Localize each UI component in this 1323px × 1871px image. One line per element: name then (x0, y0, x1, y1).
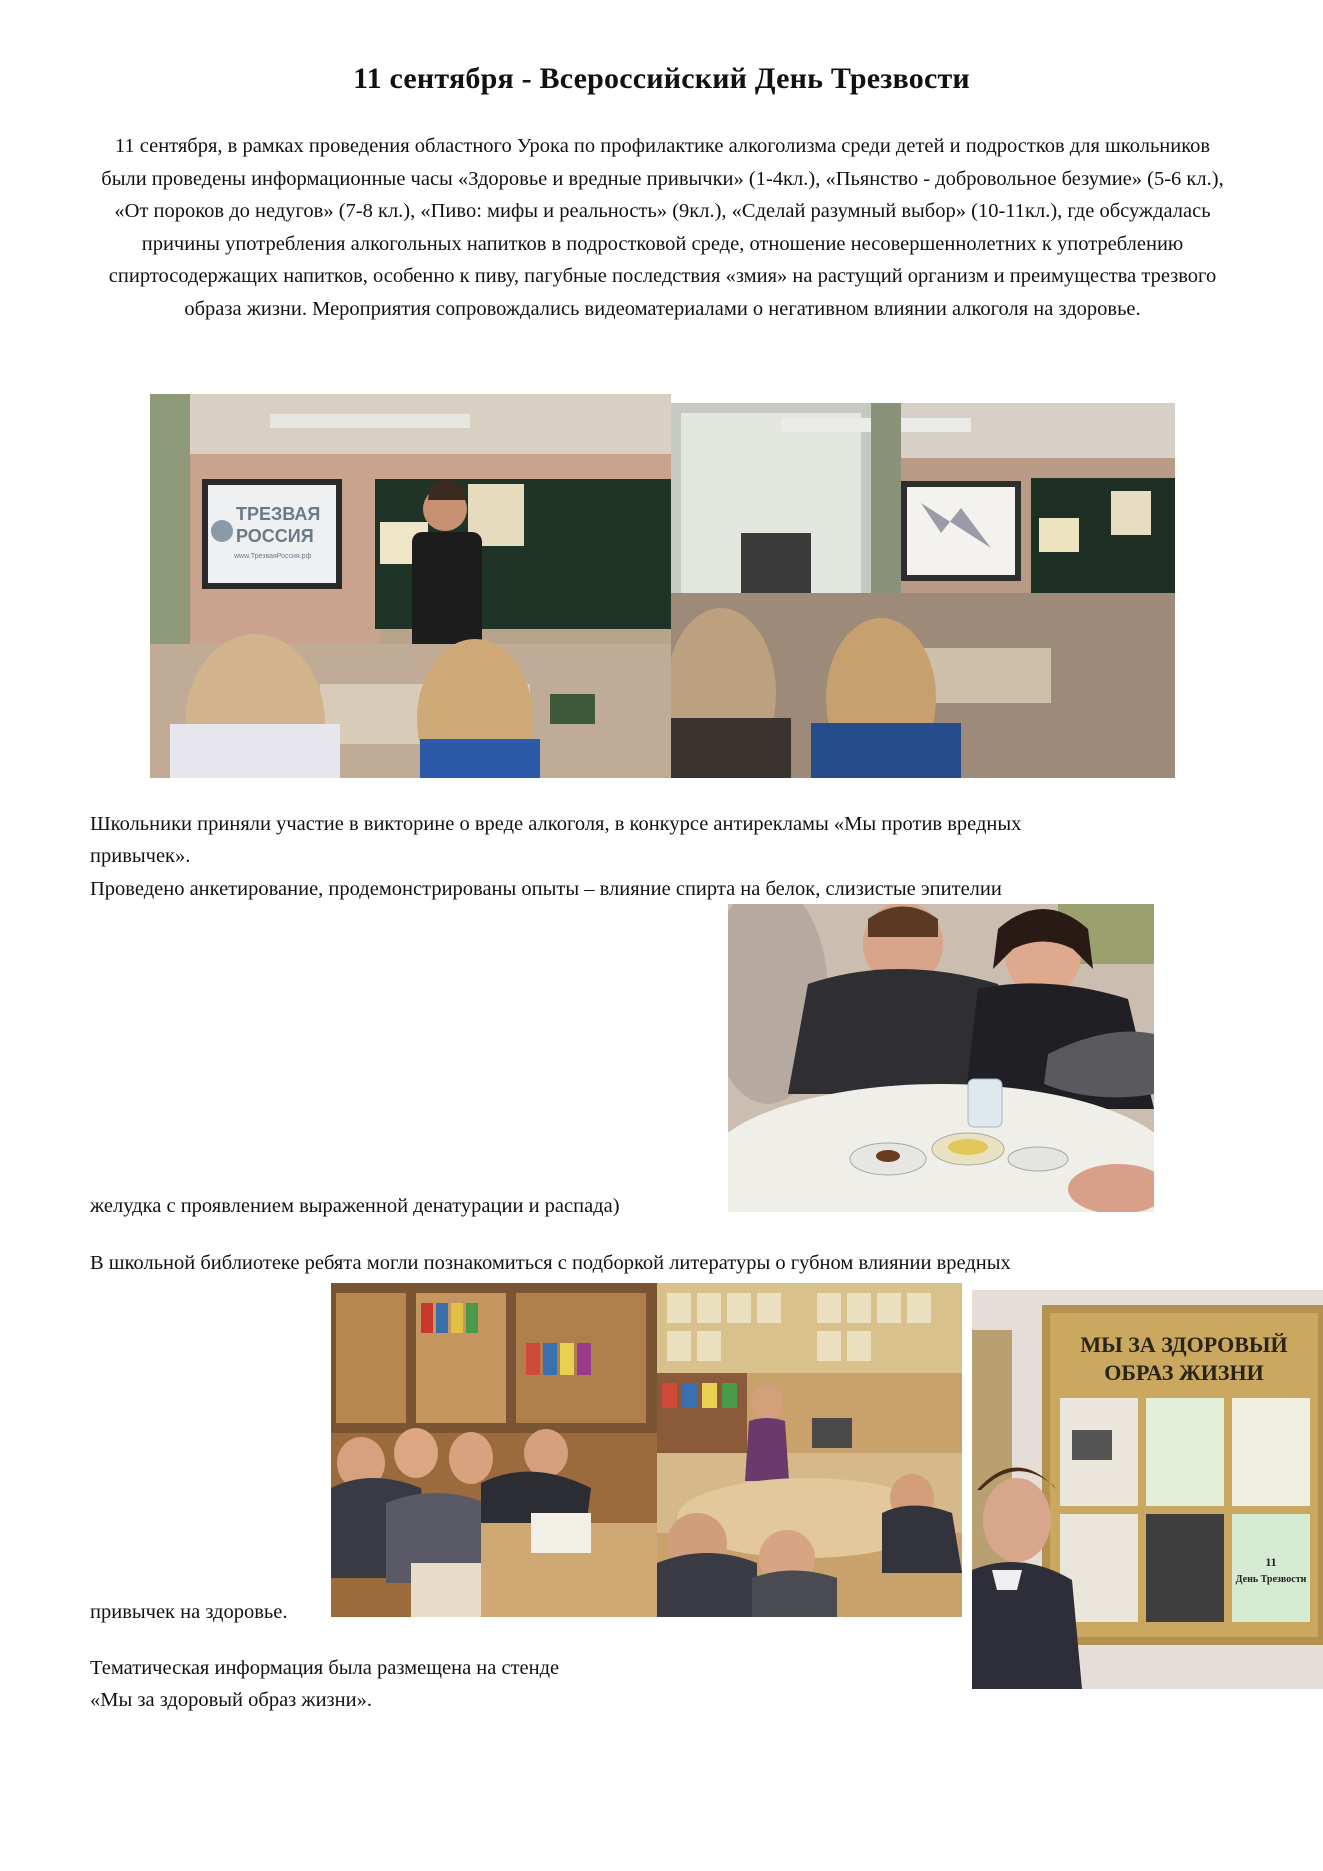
screen-text-rossiya: РОССИЯ (236, 526, 314, 546)
stand-title-line-1: МЫ ЗА ЗДОРОВЫЙ (1080, 1332, 1288, 1357)
photo-classroom-screen (671, 403, 1175, 778)
paragraph-quiz-line-1: Школьники приняли участие в викторине о вреде алкоголя, в конкурсе антирекламы «Мы против вредных (90, 813, 1022, 835)
paragraph-stand-line-2: «Мы за здоровый образ жизни». (90, 1689, 372, 1711)
photo-health-stand (972, 1290, 1323, 1689)
screen-text-url: www.ТрезваяРоссия.рф (234, 553, 312, 560)
page-title: 11 сентября - Всероссийский День Трезвости (353, 62, 970, 95)
photo-library-presentation (657, 1283, 962, 1617)
paragraph-survey-line-1: Проведено анкетирование, продемонстрированы опыты – влияние спирта на белок, слизистые эпителии (90, 878, 1002, 900)
paragraph-library-line-2: привычек на здоровье. (90, 1601, 288, 1623)
paragraph-stand-line-1: Тематическая информация была размещена на стенде (90, 1657, 560, 1679)
paragraph-survey-line-2: желудка с проявлением выраженной денатурации и распада) (90, 1195, 620, 1217)
stand-title-line-2: ОБРАЗ ЖИЗНИ (1104, 1360, 1264, 1385)
paragraph-library-line-1: В школьной библиотеке ребята могли познакомиться с подборкой литературы о губном влиянии вредных (90, 1252, 1011, 1274)
stand-label-number: 11 (1265, 1555, 1277, 1569)
photo-experiment (728, 904, 1154, 1212)
photo-classroom-lesson (150, 394, 671, 778)
paragraph-quiz (90, 808, 1021, 872)
paragraph-quiz-line-2: привычек». (90, 845, 191, 867)
stand-label-day: День Трезвости (1235, 1574, 1307, 1585)
paragraph-stand (90, 1652, 559, 1716)
photo-library-reading (331, 1283, 657, 1617)
screen-text-trezvaya: ТРЕЗВАЯ (236, 504, 321, 524)
intro-paragraph: 11 сентября, в рамках проведения областного Урока по профилактике алкоголизма среди детей и подростков для школьников были проведены информационные часы «Здоровье и вредные привычки» (1-4кл.), «Пьянство - добровольное безумие» (5-6 кл.), «От пороков до недугов» (7-8 кл.), «Пиво: мифы и реальность» (9кл.), «Сделай разумный выбор» (10-11кл.), где обсуждалась причины употребления алкогольных напитков в подростковой среде, отношение несовершеннолетних к употреблению спиртосодержащих напитков, особенно к пиву, пагубные последствия «змия» на растущий организм и преимущества трезвого образа жизни. Мероприятия сопровождались видеоматериалами о негативном влиянии алкоголя на здоровье. (101, 135, 1224, 320)
